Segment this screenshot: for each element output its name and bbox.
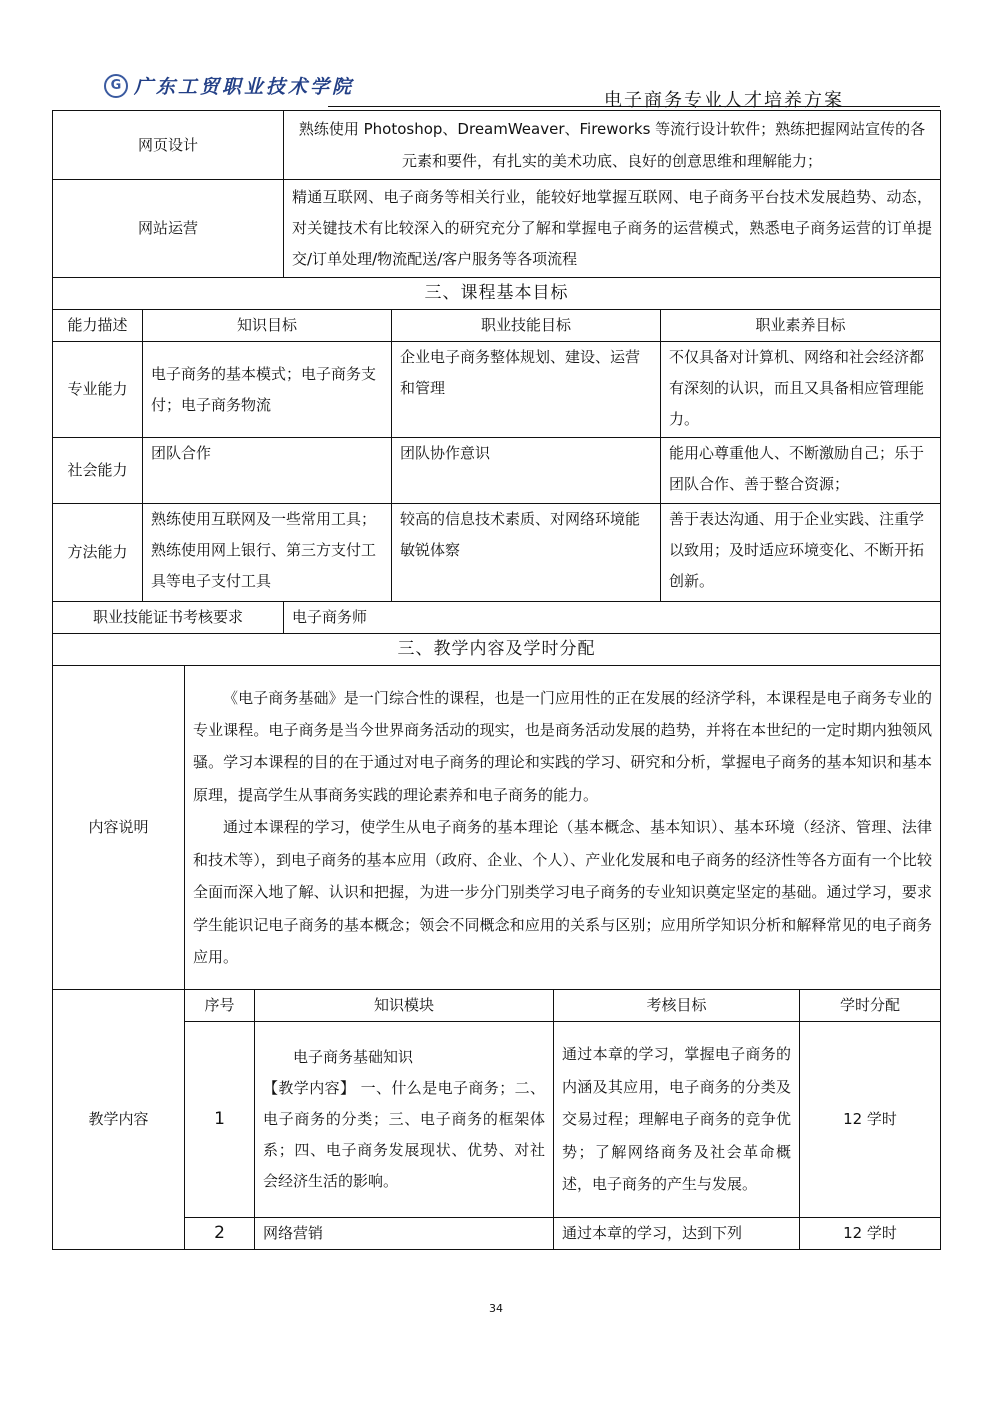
module-row — [53, 1022, 941, 1218]
certificate-value: 电子商务师 — [284, 602, 941, 634]
job-name: 网站运营 — [53, 180, 284, 278]
module-hours: 12 学时 — [800, 1022, 941, 1218]
skill-goal: 企业电子商务整体规划、建设、运营和管理 — [392, 342, 661, 438]
job-row-site-operation — [53, 180, 941, 278]
school-logo — [104, 72, 354, 99]
page-number: 34 — [489, 1302, 503, 1315]
ability-name: 方法能力 — [53, 504, 143, 602]
section-heading-goals — [53, 278, 941, 310]
job-row-web-design — [53, 111, 941, 180]
knowledge-goal: 熟练使用互联网及一些常用工具；熟练使用网上银行、第三方支付工具等电子支付工具 — [143, 504, 392, 602]
module-header: 序号 — [185, 990, 255, 1022]
module-title: 电子商务基础知识 — [293, 1048, 414, 1066]
content-paragraph: 通过本课程的学习，使学生从电子商务的基本理论（基本概念、基本知识）、基本环境（经济、管理、法律和技术等），到电子商务的基本应用（政府、企业、个人）、产业化发展和电子商务的经济性等各方面有一个比较全面而深入地了解、认识和把握，为进一步分门别类学习电子商务的专业知识奠定坚定的基础。通过学习，要求学生能识记电子商务的基本概念；领会不同概念和应用的关系与区别；应用所学知识分析和解释常见的电子商务应用。 — [193, 818, 933, 966]
module-hours: 12 学时 — [800, 1218, 941, 1250]
content-desc-cell — [185, 666, 941, 990]
ability-name: 专业能力 — [53, 342, 143, 438]
goals-row — [53, 504, 941, 602]
module-row — [53, 1218, 941, 1250]
goals-header-row — [53, 310, 941, 342]
school-emblem-icon: G — [104, 74, 128, 98]
section-title: 三、教学内容及学时分配 — [53, 634, 941, 666]
plan-table — [52, 110, 941, 1250]
ability-name: 社会能力 — [53, 438, 143, 504]
goals-row — [53, 438, 941, 504]
module-goal: 通过本章的学习，达到下列 — [554, 1218, 800, 1250]
knowledge-goal: 电子商务的基本模式；电子商务支付；电子商务物流 — [143, 342, 392, 438]
quality-goal: 不仅具备对计算机、网络和社会经济都有深刻的认识，而且又具备相应管理能力。 — [661, 342, 941, 438]
module-header: 知识模块 — [255, 990, 554, 1022]
quality-goal: 善于表达沟通、用于企业实践、注重学以致用；及时适应环境变化、不断开拓创新。 — [661, 504, 941, 602]
knowledge-goal: 团队合作 — [143, 438, 392, 504]
content-description-row — [53, 666, 941, 990]
goals-header: 知识目标 — [143, 310, 392, 342]
module-header-row — [53, 990, 941, 1022]
goals-row — [53, 342, 941, 438]
skill-goal: 团队协作意识 — [392, 438, 661, 504]
school-name: 广东工贸职业技术学院 — [134, 76, 355, 98]
section-heading-content — [53, 634, 941, 666]
header-rule — [328, 106, 940, 107]
module-header: 学时分配 — [800, 990, 941, 1022]
module-header: 考核目标 — [554, 990, 800, 1022]
content-desc-label: 内容说明 — [53, 666, 185, 990]
certificate-label: 职业技能证书考核要求 — [53, 602, 284, 634]
job-desc: 熟练使用 Photoshop、DreamWeaver、Fireworks 等流行设计软件；熟练把握网站宣传的各元素和要件，有扎实的美术功底、良好的创意思维和理解能力； — [284, 111, 941, 180]
skill-goal: 较高的信息技术素质、对网络环境能敏锐体察 — [392, 504, 661, 602]
module-goal: 通过本章的学习，掌握电子商务的内涵及其应用，电子商务的分类及交易过程；理解电子商务的竞争优势；了解网络商务及社会革命概述，电子商务的产生与发展。 — [554, 1022, 800, 1218]
document-title: 电子商务专业人才培养方案 — [604, 90, 844, 111]
section-title: 三、课程基本目标 — [53, 278, 941, 310]
goals-header: 职业素养目标 — [661, 310, 941, 342]
module-cell — [255, 1022, 554, 1218]
module-no: 1 — [185, 1022, 255, 1218]
quality-goal: 能用心尊重他人、不断激励自己；乐于团队合作、善于整合资源； — [661, 438, 941, 504]
teach-content-label: 教学内容 — [53, 990, 185, 1250]
goals-header: 能力描述 — [53, 310, 143, 342]
module-no: 2 — [185, 1218, 255, 1250]
certificate-row — [53, 602, 941, 634]
module-detail: 【教学内容】 一、什么是电子商务；二、电子商务的分类；三、电子商务的框架体系；四、电子商务发展现状、优势、对社会经济生活的影响。 — [263, 1079, 546, 1190]
goals-header: 职业技能目标 — [392, 310, 661, 342]
content-paragraph: 《电子商务基础》是一门综合性的课程，也是一门应用性的正在发展的经济学科，本课程是电子商务专业的专业课程。电子商务是当今世界商务活动的现实，也是商务活动发展的趋势，并将在本世纪的一定时期内独领风骚。学习本课程的目的在于通过对电子商务的理论和实践的学习、研究和分析，掌握电子商务的基本知识和基本原理，提高学生从事商务实践的理论素养和电子商务的能力。 — [193, 688, 933, 804]
page-header — [52, 72, 940, 110]
job-desc: 精通互联网、电子商务等相关行业，能较好地掌握互联网、电子商务平台技术发展趋势、动态，对关键技术有比较深入的研究充分了解和掌握电子商务的运营模式，熟悉电子商务运营的订单提交/订单处理/物流配送/客户服务等各项流程 — [284, 180, 941, 278]
job-name: 网页设计 — [53, 111, 284, 180]
module-title: 网络营销 — [255, 1218, 554, 1250]
